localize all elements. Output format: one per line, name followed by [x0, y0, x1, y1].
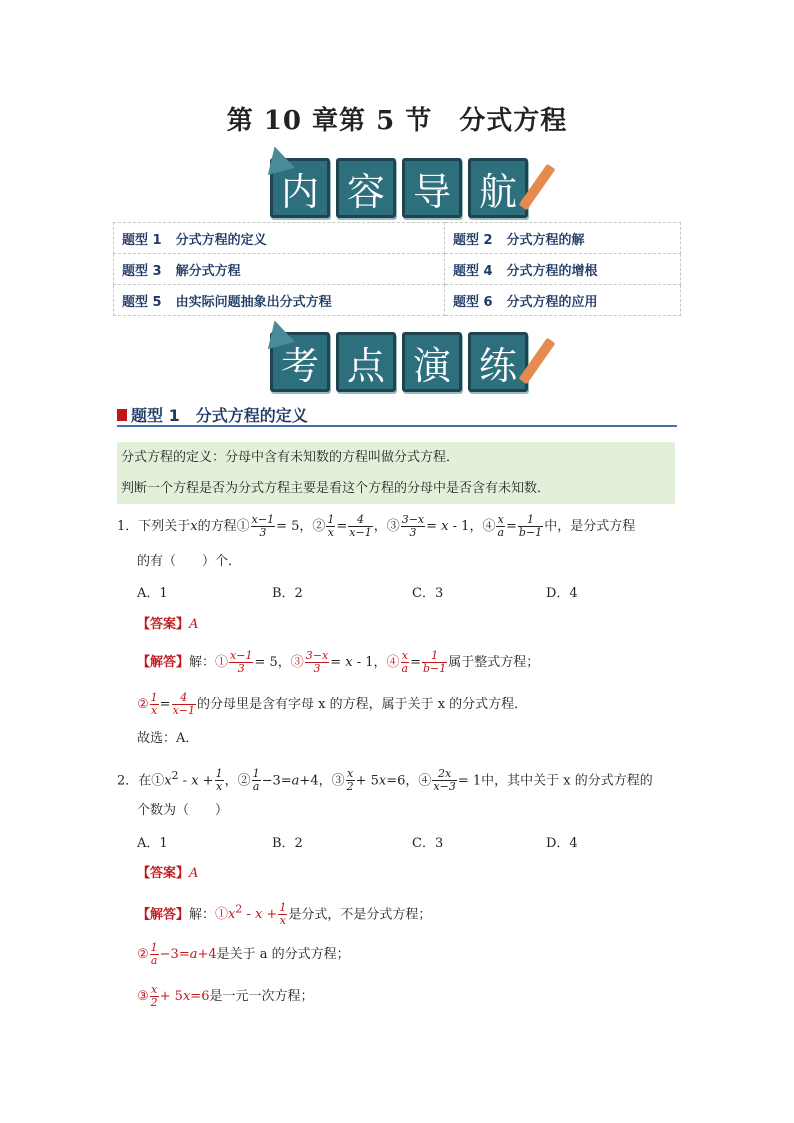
q1-solution: 【解答】解：① $\frac{x-1}{3}$ = 5，③ $\frac{3-x}{3}$ = x - 1，④ $\frac{x}{a}$ = $\frac{1}{b-1}$ 属于整式方程；: [137, 649, 540, 675]
option-b[interactable]: B．2: [272, 836, 303, 851]
page-title: 第 10 章第 5 节 分式方程: [226, 106, 568, 136]
banner-char: 导: [402, 158, 462, 218]
banner-char: 点: [336, 332, 396, 392]
nav-cell[interactable]: 题型 5 由实际问题抽象出分式方程: [114, 285, 445, 316]
q2-answer: 【答案】A: [137, 866, 199, 881]
nav-cell[interactable]: 题型 2 分式方程的解: [444, 223, 680, 254]
q1-choose: 故选：A．: [137, 731, 199, 746]
section-divider: [117, 425, 677, 427]
option-a[interactable]: A．1: [137, 586, 168, 601]
banner-char: 容: [336, 158, 396, 218]
q1-solution-2: ② $\frac{1}{x}$ = $\frac{4}{x-1}$ 的分母里是含有字母 x 的方程，属于关于 x 的分式方程．: [137, 691, 528, 717]
option-a[interactable]: A．1: [137, 836, 168, 851]
nav-cell[interactable]: 题型 3 解分式方程: [114, 254, 445, 285]
nav-cell[interactable]: 题型 1 分式方程的定义: [114, 223, 445, 254]
q2-solution-1: 【解答】解：$①x^2$ - x + $\frac{1}{x}$ 是分式，不是分式方程；: [137, 901, 432, 928]
q1-stem: 1．下列关于x的方程① $\frac{x-1}{3}$ = 5，② $\frac{1}{x}$ = $\frac{4}{x-1}$ ，③ $\frac{3-x}{3}$ = x - 1，④ $\frac{x}{a}$ = $\frac{1}{b-1}$ 中，是分式方程: [117, 513, 636, 539]
content-nav-banner: [270, 158, 528, 218]
red-square-icon: [117, 409, 127, 421]
topic-nav-table: [113, 222, 681, 316]
section-heading: 题型 1 分式方程的定义: [117, 403, 308, 426]
q2-solution-2: ② $\frac{1}{a}$ −3=a+4是关于 a 的分式方程；: [137, 941, 350, 967]
banner-char: 练: [468, 332, 528, 392]
option-c[interactable]: C．3: [412, 586, 444, 601]
banner-char: 演: [402, 332, 462, 392]
q2-options: [137, 834, 578, 854]
banner-char: 内: [270, 158, 330, 218]
table-row: [114, 285, 681, 316]
q1-options: [137, 584, 578, 604]
table-row: [114, 254, 681, 285]
option-c[interactable]: C．3: [412, 836, 444, 851]
q2-stem: 2．在$①x^2$ - x + $\frac{1}{x}$ ，② $\frac{1}{a}$ −3=a+4，③ $\frac{x}{2}$ + 5x=6，④ $\frac{2x}{x-3}$ = 1中，其中关于 x 的分式方程的: [117, 767, 653, 794]
definition-line: 判断一个方程是否为分式方程主要是看这个方程的分母中是否含有未知数．: [121, 481, 551, 496]
nav-cell[interactable]: 题型 4 分式方程的增根: [444, 254, 680, 285]
q1-stem-line2: 的有（ ）个．: [137, 554, 242, 569]
q2-solution-3: ③ $\frac{x}{2}$ + 5x=6是一元一次方程；: [137, 983, 314, 1009]
nav-cell[interactable]: 题型 6 分式方程的应用: [444, 285, 680, 316]
option-b[interactable]: B．2: [272, 586, 303, 601]
option-d[interactable]: D．4: [546, 586, 578, 601]
q1-answer: 【答案】A: [137, 617, 199, 632]
table-row: [114, 223, 681, 254]
option-d[interactable]: D．4: [546, 836, 578, 851]
banner-char: 考: [270, 332, 330, 392]
practice-banner: [270, 332, 528, 392]
definition-line: 分式方程的定义：分母中含有未知数的方程叫做分式方程．: [121, 450, 460, 465]
q2-stem-line2: 个数为（ ）: [137, 803, 229, 818]
definition-box: [117, 442, 675, 504]
banner-char: 航: [468, 158, 528, 218]
